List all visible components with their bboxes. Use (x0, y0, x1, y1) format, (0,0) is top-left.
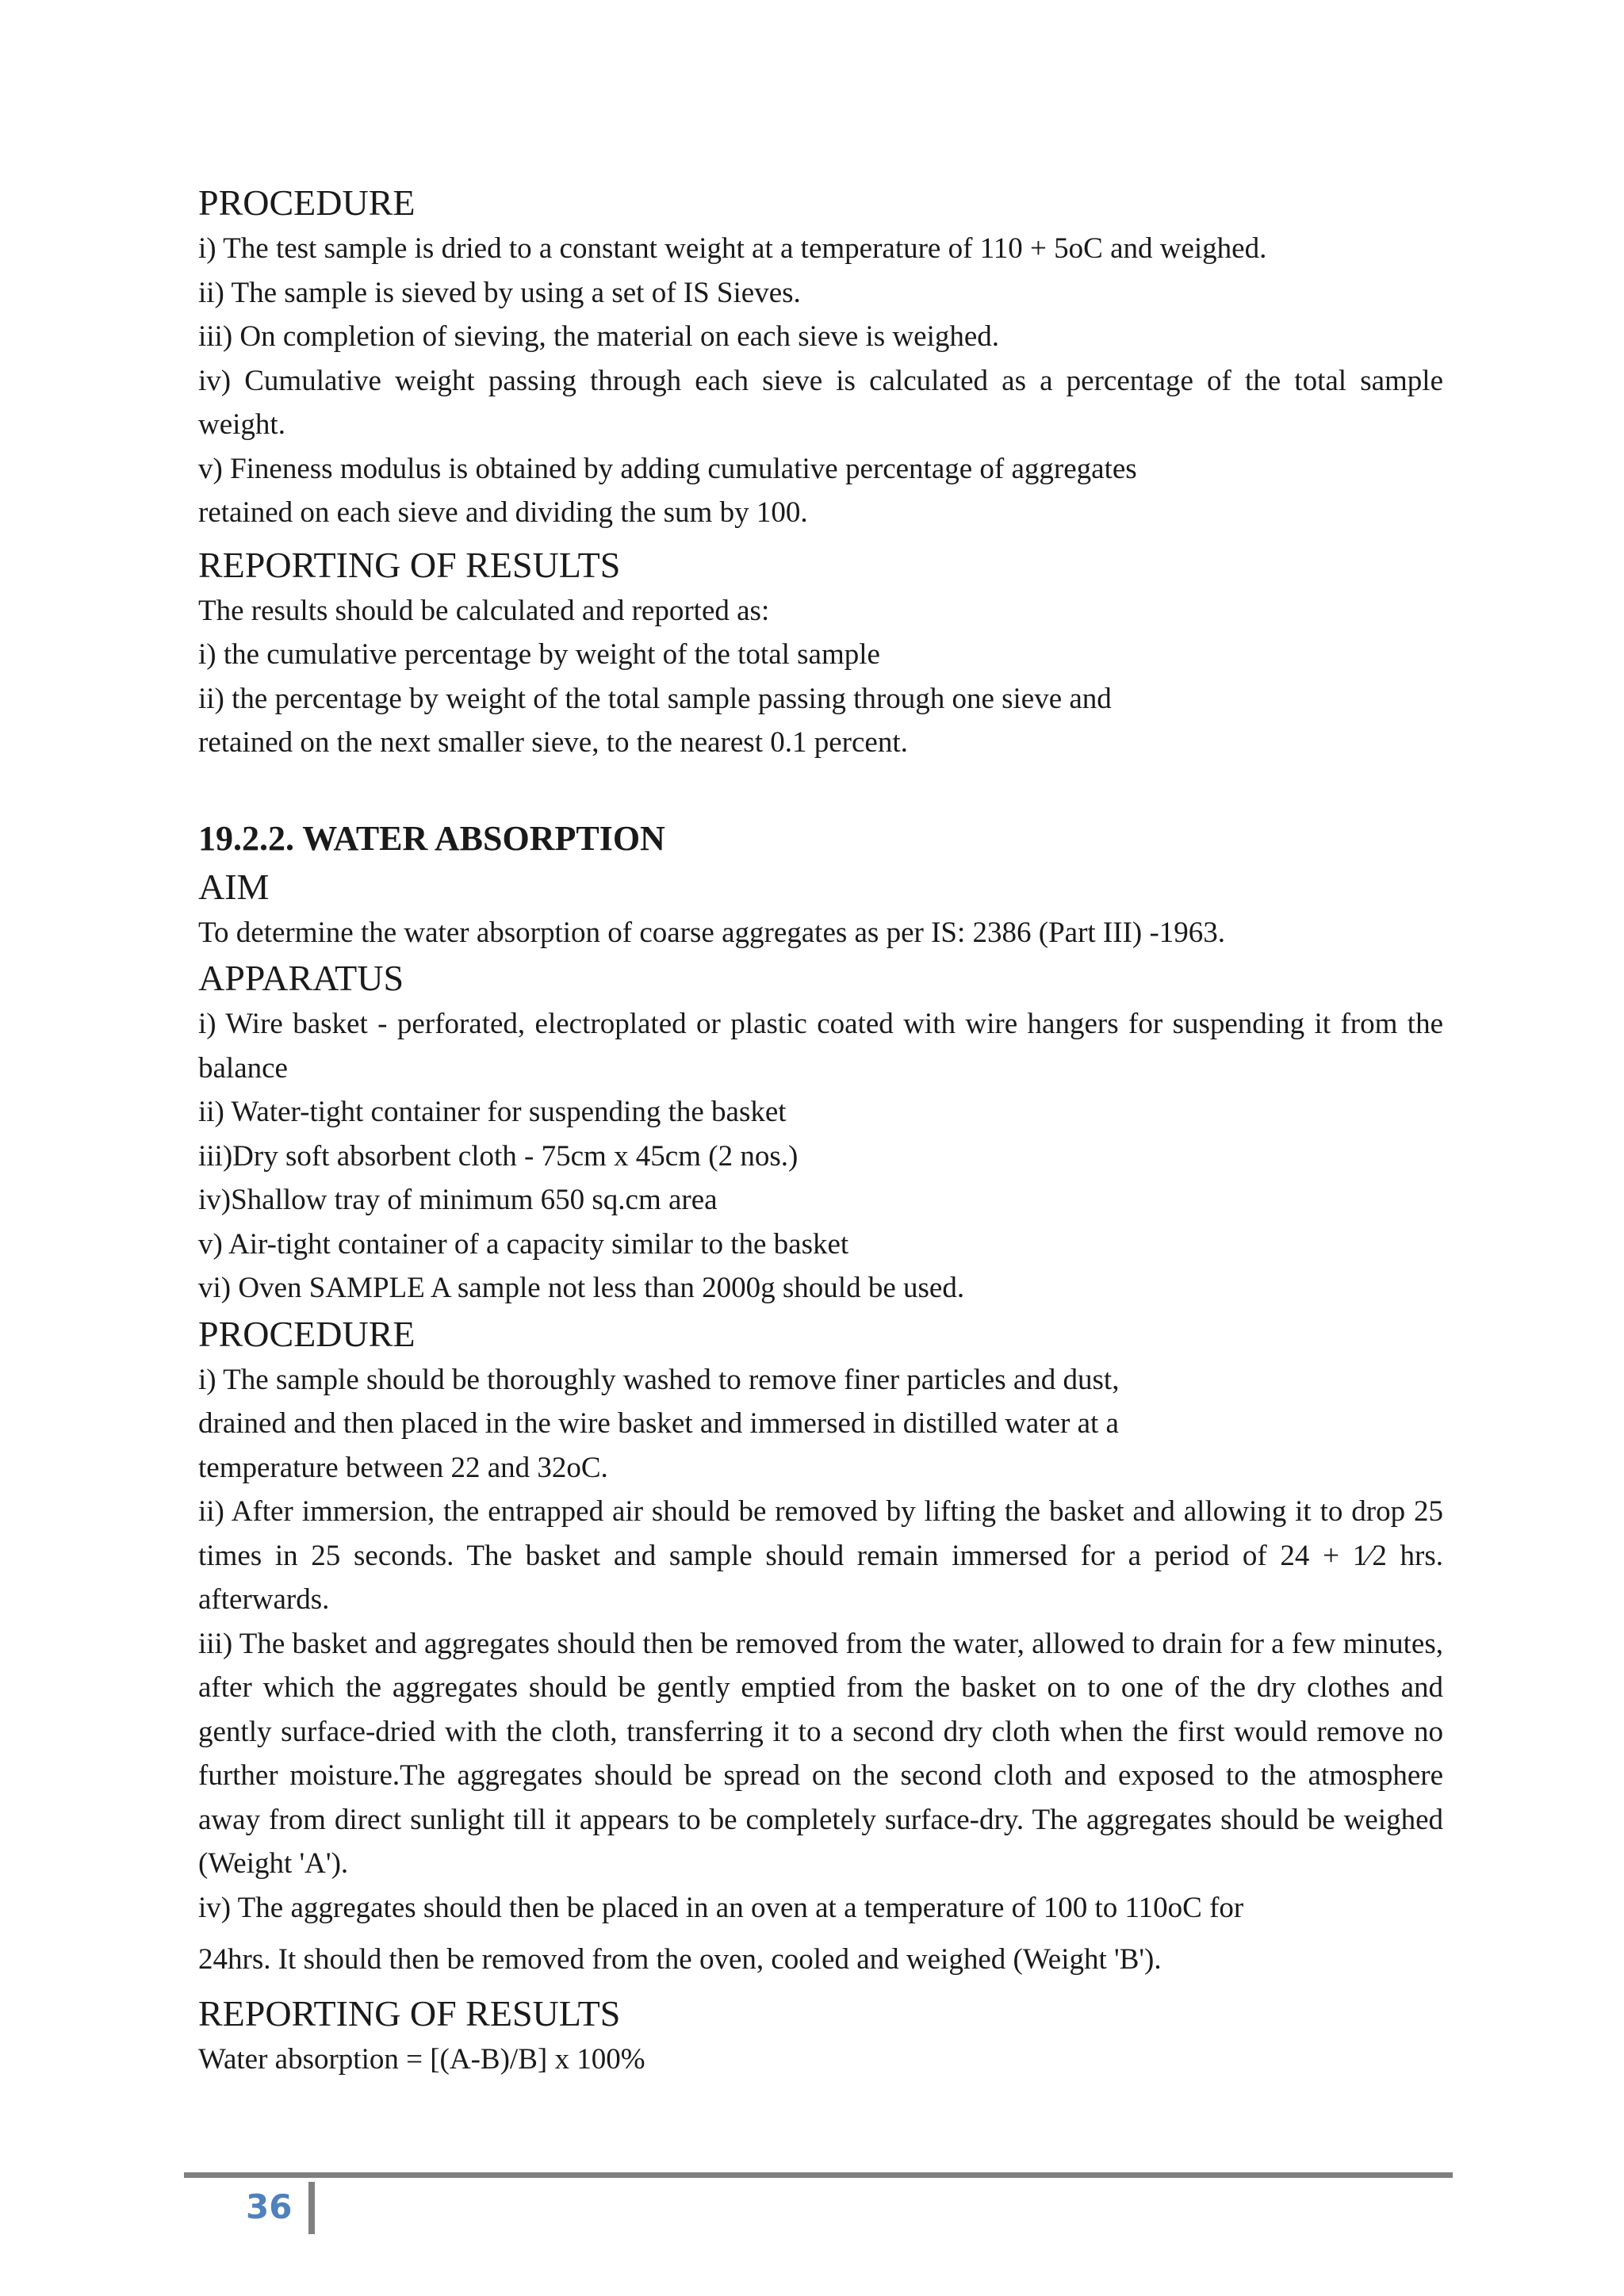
aim-text: To determine the water absorption of coarse aggregates as per IS: 2386 (Part III) -1963. (198, 916, 1226, 949)
procedure-step-4: iv) Cumulative weight passing through each sieve is calculated as a percentage of the total sample weight. (198, 364, 1443, 441)
water-procedure-step-1: i) The sample should be thoroughly washed to remove finer particles and dust, (198, 1363, 1120, 1396)
aim-heading: AIM (198, 866, 270, 907)
water-reporting-heading: REPORTING OF RESULTS (198, 1993, 621, 2034)
water-procedure-heading: PROCEDURE (198, 1313, 416, 1354)
section-title: 19.2.2. WATER ABSORPTION (198, 818, 665, 858)
water-procedure-step-4-cont: 24hrs. It should then be removed from the oven, cooled and weighed (Weight 'B'). (198, 1943, 1162, 1976)
water-absorption-formula: Water absorption = [(A-B)/B] x 100% (198, 2043, 645, 2076)
apparatus-item-5: v) Air-tight container of a capacity similar to the basket (198, 1227, 849, 1261)
apparatus-item-3: iii)Dry soft absorbent cloth - 75cm x 45cm (2 nos.) (198, 1139, 799, 1173)
water-procedure-step-1-cont-b: temperature between 22 and 32oC. (198, 1451, 608, 1484)
water-procedure-step-4: iv) The aggregates should then be placed in an oven at a temperature of 100 to 110oC for (198, 1891, 1244, 1924)
procedure-step-5: v) Fineness modulus is obtained by adding cumulative percentage of aggregates (198, 452, 1137, 485)
page-content (198, 179, 1443, 2082)
apparatus-item-1: i) Wire basket - perforated, electroplated or plastic coated with wire hangers for suspending it from the balance (198, 1008, 1443, 1085)
apparatus-item-6: vi) Oven SAMPLE A sample not less than 2000g should be used. (198, 1272, 965, 1304)
water-procedure-step-1-cont-a: drained and then placed in the wire basket and immersed in distilled water at a (198, 1407, 1119, 1440)
water-procedure-step-3: iii) The basket and aggregates should then be removed from the water, allowed to drain for a few minutes, after which the aggregates should be gently emptied from the basket on to one of the dry clothes and gently surface-dried with the cloth, transferring it to a second dry cloth when the first would remove no further moisture.The aggregates should be spread on the second cloth and exposed to the atmosphere away from direct sunlight till it appears to be completely surface-dry. The aggregates should be weighed (Weight 'A'). (198, 1627, 1443, 1880)
procedure-step-3: iii) On completion of sieving, the material on each sieve is weighed. (198, 320, 1000, 353)
procedure-step-5-cont: retained on each sieve and dividing the sum by 100. (198, 496, 808, 529)
apparatus-item-4: iv)Shallow tray of minimum 650 sq.cm area (198, 1184, 718, 1216)
footer-divider (308, 2182, 315, 2234)
footer-rule (184, 2172, 1453, 2178)
procedure-heading: PROCEDURE (198, 182, 416, 223)
apparatus-item-2: ii) Water-tight container for suspending the basket (198, 1096, 787, 1128)
reporting-heading: REPORTING OF RESULTS (198, 544, 621, 585)
reporting-item-2: ii) the percentage by weight of the total sample passing through one sieve and (198, 682, 1112, 715)
reporting-item-1: i) the cumulative percentage by weight of the total sample (198, 638, 880, 671)
procedure-step-2: ii) The sample is sieved by using a set of IS Sieves. (198, 276, 801, 309)
apparatus-heading: APPARATUS (198, 958, 404, 998)
reporting-intro: The results should be calculated and reported as: (198, 594, 770, 627)
water-procedure-step-2: ii) After immersion, the entrapped air should be removed by lifting the basket and allowing it to drop 25 times in 25 seconds. The basket and sample should remain immersed for a period of 24 + 1⁄2 hrs. afterwards. (198, 1495, 1443, 1616)
page-number: 36 (246, 2187, 293, 2226)
procedure-step-1: i) The test sample is dried to a constant weight at a temperature of 110 + 5oC and weighed. (198, 232, 1267, 265)
reporting-item-2-cont: retained on the next smaller sieve, to the nearest 0.1 percent. (198, 726, 908, 759)
